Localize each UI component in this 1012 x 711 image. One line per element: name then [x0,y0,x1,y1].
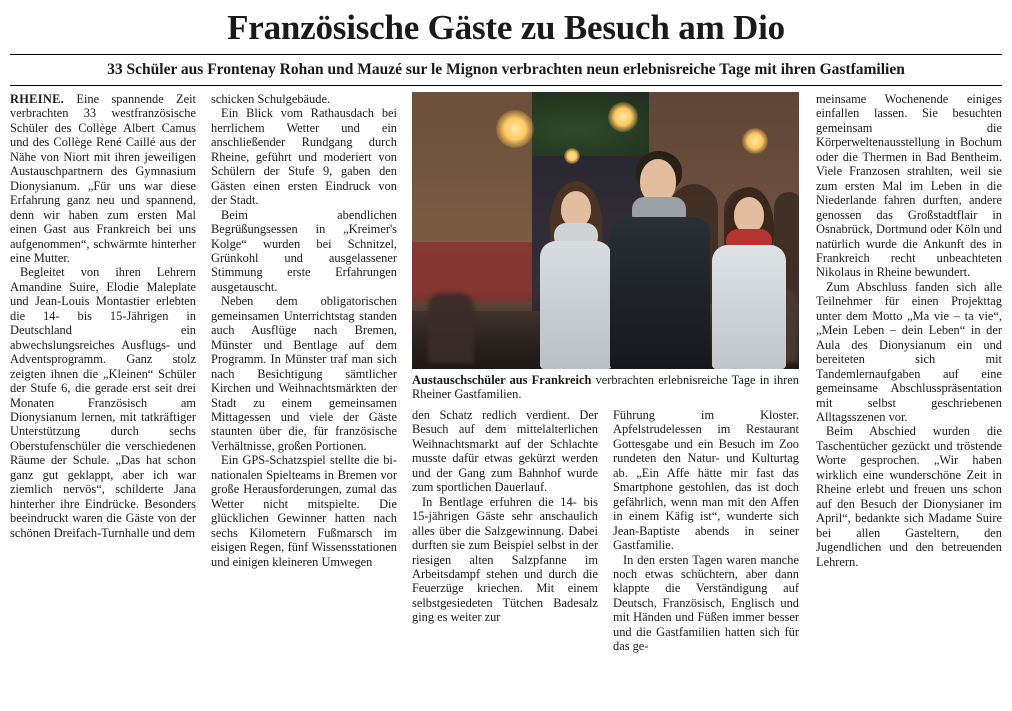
photo-light [564,148,580,164]
paragraph: Zum Abschluss fanden sich alle Teilnehmer für einen Projekttag unter dem Motto „Ma vie – ta vie“, „Mein Leben – dein Leben“ in der Aula des Dionysianum ein und bereiteten sich mit Tandemlernaufgaben auf eine gemeinsame Abschlusspräsentation mit selbst geschriebenen Alltagsszenen vor. [816,279,1002,424]
photo-person-coat [610,217,710,369]
photo-caption [412,373,799,402]
article-subheadline: 33 Schüler aus Frontenay Rohan und Mauzé sur le Mignon verbrachten neun erlebnisreiche Tage mit ihren Gastfamilien [107,61,905,78]
paragraph [10,92,196,265]
paragraph: In den ersten Tagen waren manche noch etwas schüchtern, aber dann klappte die Verständigung auf Deutsch, Französisch, Englisch und mit Händen und Füßen immer besser und die Gastfamilien hatten sich für das ge- [613,552,799,654]
photo-person-left [532,179,618,369]
divider-second [10,85,1002,86]
text-column-2 [211,92,397,569]
text-column-3 [412,408,598,625]
text-column-5 [816,92,1002,569]
paragraph: Führung im Kloster. Apfelstrudelessen im Restaurant Gottesgabe und ein Besuch im Zoo rundeten den Natur- und Kulturtag ab. „Ein Affe hätte mir fast das Smartphone gestohlen, das ist doch gefährlich, wenn man mit den Affen in einem Käfig ist“, wunderte sich Jean-Baptiste abends in seiner Gastfamilie. [613,408,799,553]
photo-light [742,128,768,154]
photo-caption-lead: Austauschschüler aus Frankreich [412,373,592,387]
article-body [10,92,1002,692]
paragraph-text: Eine spannende Zeit verbrachten 33 westfranzösische Schüler des Collège Albert Camus und des Collège René Caillé aus der Nähe von Niort mit ihren jeweiligen Austauschpartnern des Gymnasium Dionysianum. „Für uns war diese Erfahrung ganz neu und spannend, denn wir haben zum ersten Mal einen Gast aus Frankreich bei uns aufgenommen“, schwärmte hinterher eine Mutter. [10,92,196,265]
paragraph: Ein GPS-Schatzspiel stellte die bi-nationalen Spielteams in Bremen vor große Herausforderungen, zumal das Wetter nicht mitspielte. Die glücklichen Gewinner hatten nach sechs Kilometern Fußmarsch im eisigen Regen, fünf Wissensstationen und einigen kleineren Umwegen [211,453,397,569]
article-photo-container [412,92,799,392]
paragraph: den Schatz redlich verdient. Der Besuch auf dem mittelalterlichen Weihnachtsmarkt auf der Schlachte musste dafür etwas gekürzt werden und der Gang zum Bahnhof wurde zum sportlichen Dauerlauf. [412,408,598,495]
paragraph: Ein Blick vom Rathausdach bei herrlichem Wetter und ein anschließender Rundgang durch Rheine, geführt und moderiert von Schülern der Stufe 9, gaben den Gästen einen ersten Eindruck von der Stadt. [211,106,397,208]
photo-person-face [561,191,591,227]
page-title: Französische Gäste zu Besuch am Dio [227,8,785,47]
paragraph: schicken Schulgebäude. [211,92,331,106]
dateline: RHEINE. [10,92,65,106]
text-column-1 [10,92,196,540]
text-column-4 [613,408,799,654]
photo-caption-text: verbrachten erlebnisreiche Tage in ihren Rheiner Gastfamilien. [412,373,799,402]
paragraph: Begleitet von ihren Lehrern Amandine Suire, Elodie Maleplate und Jean-Louis Montastier erlebten die 14- bis 15-Jährigen in Deutschland ein abwechslungsreiches Ausflugs- und Adventsprogramm. Ganz stolz zeigten ihnen die „Kleinen“ Schüler der Stufe 6, die gerade erst seit drei Monaten Französisch am Dionysianum lernen, mit tatkräftiger Unterstützung durch sechs Oberstufenschüler die verschiedenen Räume der Schule. „Das hat schon ganz gut geklappt, aber ich war ziemlich nervös“, schilderte Jana hinterher ihre Eindrücke. Besonders beeindruckt waren die Gäste von der schönen Dreifach-Turnhalle und dem [10,265,196,540]
photo-person-coat [540,241,612,369]
article-photo [412,92,799,369]
paragraph: Neben dem obligatorischen gemeinsamen Unterrichtstag standen auch Ausflüge nach Bremen, Münster und Bentlage auf dem Programm. In Münster traf man sich nach Besichtigung sämtlicher Kirchen und Weihnachtsmärkten der Stadt zu einem gemeinsamen Mittagessen und viele der Gäste staunten über die, für französische Verhältnisse, großen Portionen. [211,294,397,453]
photo-person-right [704,183,792,369]
paragraph: Beim Abschied wurden die Taschentücher gezückt und tröstende Worte gesprochen. „Wir haben wirklich eine wunderschöne Zeit in Rheine erlebt und freuen uns schon auf den Besuch der Dionysianer im April“, bedankte sich Madame Suire bei allen Gasteltern, den Jugendlichen und den betreuenden Lehrern. [816,424,1002,569]
photo-light [608,102,638,132]
paragraph: Beim abendlichen Begrüßungsessen in „Kreimer's Kolge“ wurden bei Schnitzel, Grünkohl und ausgelassener Stimmung erste Erfahrungen ausgetauscht. [211,207,397,294]
paragraph: In Bentlage erfuhren die 14- bis 15-jährigen Gäste sehr anschaulich alles über die Salzgewinnung. Dabei durften sie zum Beispiel selbst in der riesigen alten Salzpfanne im Arbeitsdampf stehen und durch die Feuerzüge kriechen. Mit einem selbstgesiedeten Tütchen Badesalz ging es weiter zur [412,494,598,625]
photo-person-coat [712,245,786,369]
photo-person-center [608,151,712,369]
divider-top [10,54,1002,55]
photo-person-face [734,197,764,233]
paragraph: meinsame Wochenende einiges einfallen lassen. Sie besuchten gemeinsam die Körperweltenausstellung in Bochum oder die Thermen in Bad Bentheim. Viele Franzosen strahlten, weil sie zum ersten Mal im Leben in die Niederlande fahren durften, andere genossen das Großstadtflair in Osnabrück, Dortmund oder Köln und natürlich wurde die Ankunft des in Frankreich recht unbeachteten Nikolaus in Rheine bewundert. [816,92,1002,280]
photo-light [496,110,534,148]
photo-background-person [428,293,474,363]
